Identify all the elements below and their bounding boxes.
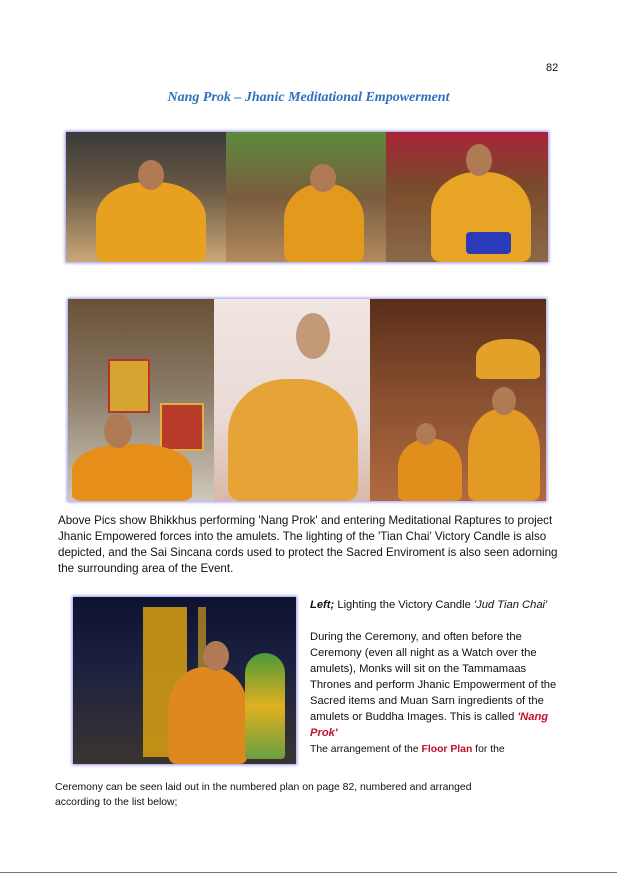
floor-plan-continuation <box>55 780 555 810</box>
floor-plan-line-start <box>310 744 505 755</box>
top-photo-banner <box>66 132 548 262</box>
floor-plan-tail: for the <box>472 744 505 755</box>
lead-label: Left; <box>310 599 335 611</box>
victory-candle-photo <box>73 597 296 764</box>
ceremony-text: During the Ceremony, and often before the Ceremony (even all night as a Watch over the amulets), Monks will sit on the Tammamaas Thrones and perform Jhanic Empowerment of the Sacred items and Muan Sarn ingredients of the amulets or Buddha Images. This is called <box>310 631 557 723</box>
page-bottom-rule <box>0 872 617 873</box>
ceremony-paragraph <box>310 629 560 758</box>
continuation-line-1: Ceremony can be seen laid out in the numbered plan on page 82, numbered and arranged <box>55 782 472 793</box>
continuation-line-2: according to the list below; <box>55 797 178 808</box>
middle-photo-collage <box>68 299 546 501</box>
page-number: 82 <box>546 62 559 74</box>
candle-name: 'Jud Tian Chai' <box>473 599 548 611</box>
collage-caption: Above Pics show Bhikkhus performing 'Nang Prok' and entering Meditational Raptures to project Jhanic Empowered forces into the amulets. The lighting of the 'Tian Chai' Victory Candle is also depicted, and the Sai Sincana cords used to protect the Sacred Enviroment is also seen adorning the surrounding area of the Event. <box>58 514 558 575</box>
lead-text: Lighting the Victory Candle <box>334 599 474 611</box>
floor-plan-term: Floor Plan <box>421 744 473 755</box>
floor-plan-intro: The arrangement of the <box>310 744 422 755</box>
nang-prok-term: 'Nang Prok' <box>310 711 549 739</box>
candle-caption <box>310 597 560 613</box>
side-text <box>310 597 560 758</box>
page-title: Nang Prok – Jhanic Meditational Empowerment <box>167 90 450 105</box>
